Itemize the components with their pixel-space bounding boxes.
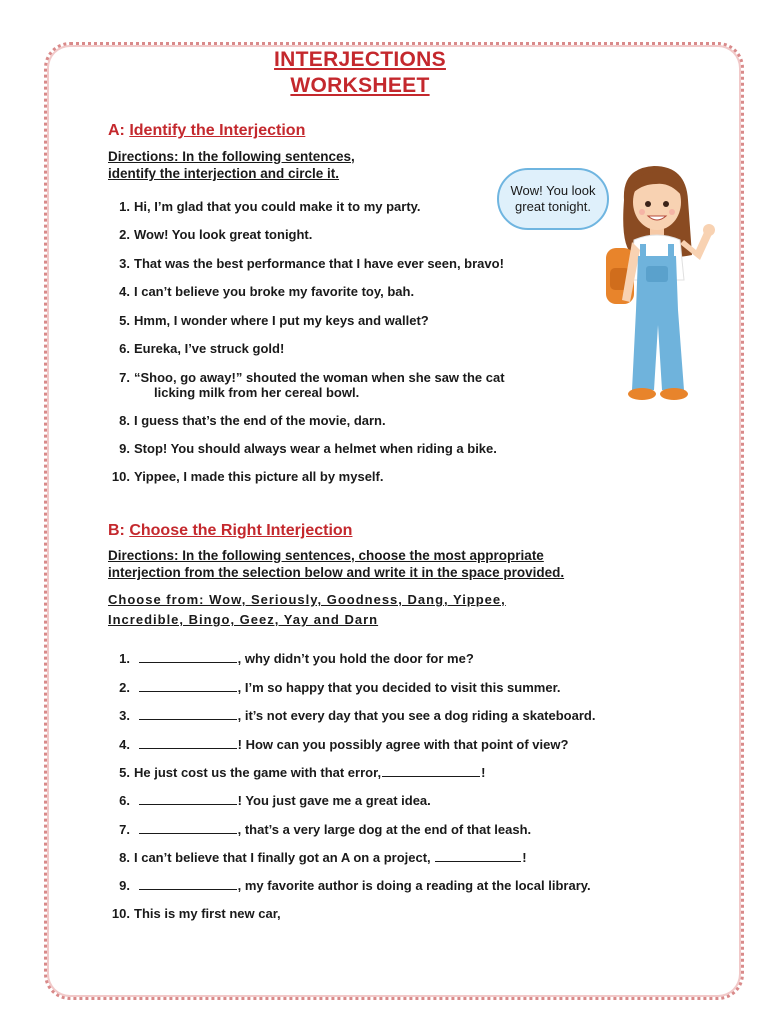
b-item-9: 9. , my favorite author is doing a reading at the local library. bbox=[119, 878, 591, 893]
a-item-5: 5. Hmm, I wonder where I put my keys and wallet? bbox=[119, 313, 429, 328]
girl-illustration bbox=[596, 160, 726, 405]
a-item-3: 3. That was the best performance that I have ever seen, bravo! bbox=[119, 256, 504, 271]
title-line-2: WORKSHEET bbox=[290, 74, 430, 97]
answer-blank[interactable] bbox=[139, 737, 237, 749]
b-item-2: 2. , I’m so happy that you decided to visit this summer. bbox=[119, 680, 561, 695]
b-item-3: 3. , it’s not every day that you see a dog riding a skateboard. bbox=[119, 708, 596, 723]
answer-blank[interactable] bbox=[139, 878, 237, 890]
section-a-directions: Directions: In the following sentences, identify the interjection and circle it. bbox=[108, 149, 355, 181]
a-item-1: 1. Hi, I’m glad that you could make it to my party. bbox=[119, 199, 421, 214]
answer-blank[interactable] bbox=[382, 765, 480, 777]
b-item-6: 6. ! You just gave me a great idea. bbox=[119, 793, 431, 808]
b-item-8: 8. I can’t believe that I finally got an A on a project, ! bbox=[119, 850, 527, 865]
b-item-4: 4. ! How can you possibly agree with that point of view? bbox=[119, 737, 569, 752]
b-item-10: 10. This is my first new car, bbox=[111, 906, 281, 921]
a-item-8: 8. I guess that’s the end of the movie, darn. bbox=[119, 413, 386, 428]
answer-blank[interactable] bbox=[139, 680, 237, 692]
section-a-title: A: Identify the Interjection bbox=[108, 122, 306, 139]
section-b-directions: Directions: In the following sentences, choose the most appropriate interjection from the selection below and write it in the space provided. bbox=[108, 548, 565, 580]
a-item-9: 9. Stop! You should always wear a helmet when riding a bike. bbox=[119, 441, 497, 456]
b-item-5: 5. He just cost us the game with that error, ! bbox=[119, 765, 486, 780]
a-item-7: 7. “Shoo, go away!” shouted the woman when she saw the cat licking milk from her cereal bowl. bbox=[119, 370, 505, 400]
answer-blank[interactable] bbox=[139, 708, 237, 720]
answer-blank[interactable] bbox=[139, 651, 237, 663]
a-item-6: 6. Eureka, I’ve struck gold! bbox=[119, 341, 285, 356]
word-bank: Choose from: Wow, Seriously, Goodness, Dang, Yippee, Incredible, Bingo, Geez, Yay and Darn bbox=[108, 592, 506, 627]
speech-bubble: Wow! You look great tonight. bbox=[497, 168, 609, 230]
b-item-7: 7. , that’s a very large dog at the end of that leash. bbox=[119, 822, 532, 837]
a-item-2: 2. Wow! You look great tonight. bbox=[119, 227, 313, 242]
answer-blank[interactable] bbox=[139, 822, 237, 834]
answer-blank[interactable] bbox=[139, 793, 237, 805]
a-item-4: 4. I can’t believe you broke my favorite toy, bah. bbox=[119, 284, 415, 299]
b-item-1: 1. , why didn’t you hold the door for me? bbox=[119, 651, 474, 666]
answer-blank[interactable] bbox=[435, 850, 521, 862]
section-b-title: B: Choose the Right Interjection bbox=[108, 522, 353, 539]
a-item-10: 10. Yippee, I made this picture all by myself. bbox=[111, 469, 384, 484]
title-line-1: INTERJECTIONS bbox=[274, 48, 446, 71]
